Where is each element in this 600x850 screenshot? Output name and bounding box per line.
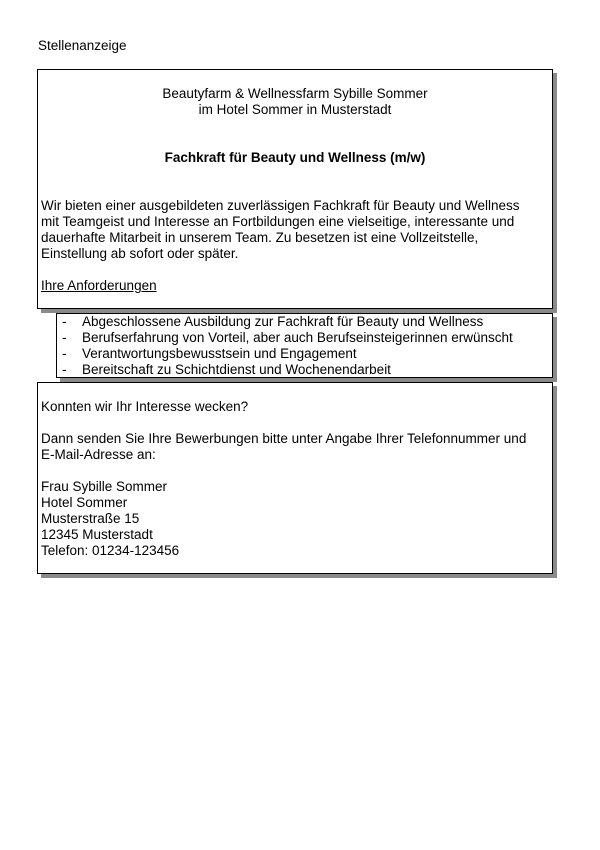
- instruction-line: Dann senden Sie Ihre Bewerbungen bitte unter Angabe Ihrer Telefonnummer und: [41, 431, 527, 446]
- contact-hotel: Hotel Sommer: [41, 495, 128, 510]
- intro-paragraph: [41, 198, 549, 262]
- company-location: im Hotel Sommer in Musterstadt: [198, 102, 392, 117]
- bullet-dash: -: [62, 330, 67, 345]
- contact-street: Musterstraße 15: [41, 511, 140, 526]
- instruction-line: E-Mail-Adresse an:: [41, 447, 156, 462]
- list-item: [62, 330, 552, 346]
- bullet-dash: -: [62, 346, 67, 361]
- job-title: Fachkraft für Beauty und Wellness (m/w): [164, 150, 426, 165]
- application-instruction: [41, 431, 549, 463]
- job-ad-header-box: [37, 69, 553, 309]
- requirements-heading: Ihre Anforderungen: [41, 278, 157, 293]
- bullet-dash: -: [62, 314, 67, 329]
- list-item: [62, 362, 552, 378]
- contact-city: 12345 Musterstadt: [41, 527, 153, 542]
- contact-address: [41, 479, 549, 559]
- list-item: [62, 346, 552, 362]
- list-item: [62, 314, 552, 330]
- company-name: Beautyfarm & Wellnessfarm Sybille Sommer: [162, 86, 428, 101]
- intro-line: mit Teamgeist und Interesse an Fortbildungen eine vielseitige, interessante und: [41, 214, 515, 229]
- requirements-list: [56, 313, 553, 378]
- contact-person: Frau Sybille Sommer: [41, 479, 168, 494]
- intro-line: dauerhafte Mitarbeit in unserem Team. Zu besetzen ist eine Vollzeitstelle,: [41, 230, 479, 245]
- requirement-text: Bereitschaft zu Schichtdienst und Wochenendarbeit: [82, 362, 391, 377]
- bullet-dash: -: [62, 362, 67, 377]
- contact-phone: Telefon: 01234-123456: [41, 543, 180, 558]
- document-label: Stellenanzeige: [38, 38, 127, 53]
- intro-line: Wir bieten einer ausgebildeten zuverlässigen Fachkraft für Beauty und Wellness: [41, 198, 520, 213]
- interest-question: Konnten wir Ihr Interesse wecken?: [41, 399, 249, 414]
- intro-line: Einstellung ab sofort oder später.: [41, 246, 239, 261]
- contact-box: [37, 382, 553, 574]
- requirement-text: Abgeschlossene Ausbildung zur Fachkraft für Beauty und Wellness: [82, 314, 484, 329]
- requirement-text: Berufserfahrung von Vorteil, aber auch Berufseinsteigerinnen erwünscht: [82, 330, 513, 345]
- requirement-text: Verantwortungsbewusstsein und Engagement: [82, 346, 357, 361]
